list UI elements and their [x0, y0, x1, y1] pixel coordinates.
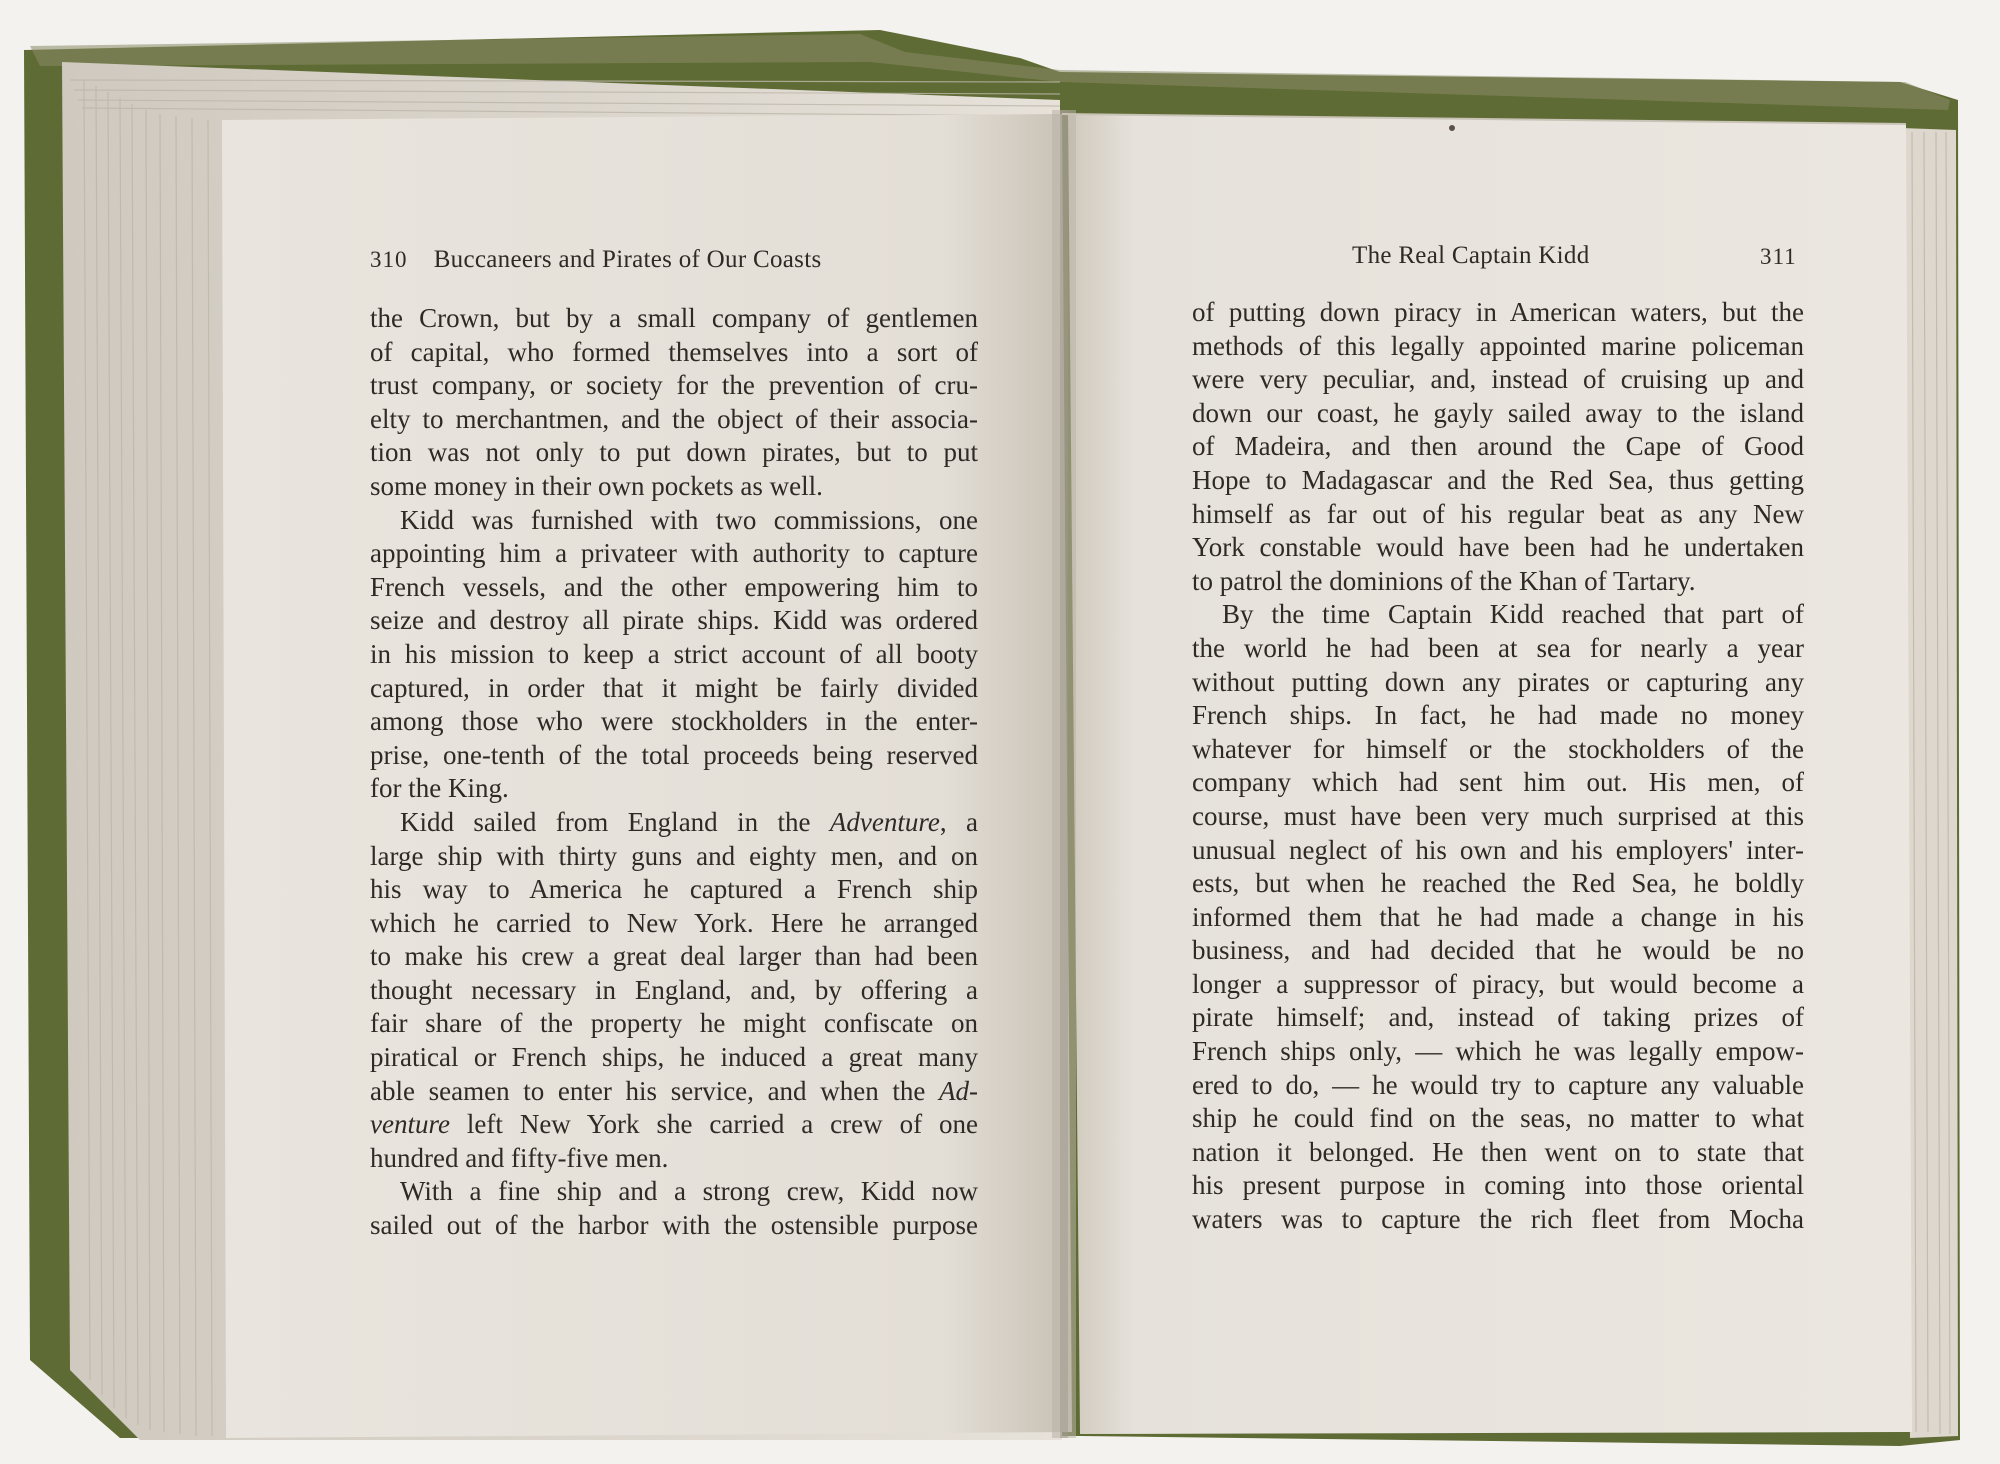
left-page-number: 310	[370, 247, 408, 272]
text-line: ered to do, — he would try to capture any valuable	[1192, 1069, 1804, 1100]
text-line: his present purpose in coming into those oriental	[1192, 1170, 1804, 1201]
text-line: without putting down any pirates or capturing any	[1192, 666, 1804, 697]
text-line: among those who were stockholders in the enter-	[370, 706, 978, 737]
text-line: With a fine ship and a strong crew, Kidd now	[400, 1176, 978, 1207]
text-line: hundred and fifty-five men.	[370, 1142, 669, 1173]
right-page-title: The Real Captain Kidd	[1352, 242, 1590, 269]
text-line: business, and had decided that he would be no	[1192, 935, 1804, 966]
text-line: the world he had been at sea for nearly a year	[1192, 632, 1804, 663]
text-line-with-italic	[370, 806, 978, 840]
text-line: Hope to Madagascar and the Red Sea, thus getting	[1192, 464, 1804, 495]
text-segment: Kidd sailed from England in the	[400, 806, 811, 837]
text-line: some money in their own pockets as well.	[370, 470, 823, 501]
ship-name-italic: Ad-	[939, 1075, 979, 1106]
text-line: French ships. In fact, he had made no money	[1192, 700, 1804, 731]
text-line: unusual neglect of his own and his employers' inter-	[1192, 834, 1804, 865]
text-line: captured, in order that it might be fairly divided	[370, 672, 978, 703]
text-line: large ship with thirty guns and eighty men, and on	[370, 840, 978, 871]
left-page-body	[370, 302, 978, 1243]
text-line: himself as far out of his regular beat as any New	[1192, 498, 1804, 529]
text-line: of capital, who formed themselves into a sort of	[370, 336, 978, 367]
ship-name-italic: venture	[370, 1109, 450, 1140]
text-segment: , a	[939, 806, 979, 837]
text-line: in his mission to keep a strict account of all booty	[370, 638, 978, 669]
text-line: Kidd was furnished with two commissions, one	[400, 504, 978, 535]
text-line: methods of this legally appointed marine policeman	[1192, 330, 1804, 361]
text-line-with-italic	[370, 1108, 978, 1142]
text-line: of putting down piracy in American waters, but the	[1192, 297, 1804, 327]
right-page-number: 311	[1760, 244, 1797, 269]
text-line: company which had sent him out. His men, of	[1192, 767, 1804, 798]
text-line: longer a suppressor of piracy, but would become a	[1192, 968, 1804, 999]
text-line: seize and destroy all pirate ships. Kidd was ordered	[370, 605, 978, 636]
text-line: to patrol the dominions of the Khan of Tartary.	[1192, 565, 1696, 596]
text-line: the Crown, but by a small company of gentlemen	[370, 303, 978, 333]
right-page-body	[1192, 296, 1804, 1237]
text-line: elty to merchantmen, and the object of their associa-	[370, 403, 978, 434]
text-line: informed them that he had made a change in his	[1192, 901, 1804, 932]
text-line: were very peculiar, and, instead of cruising up and	[1192, 364, 1804, 395]
text-line: waters was to capture the rich fleet from Mocha	[1192, 1204, 1804, 1235]
left-page-title: Buccaneers and Pirates of Our Coasts	[433, 246, 822, 273]
right-running-head	[1352, 242, 1802, 270]
text-line: down our coast, he gayly sailed away to the island	[1192, 397, 1804, 428]
text-line: thought necessary in England, and, by offering a	[370, 974, 978, 1005]
text-line: York constable would have been had he undertaken	[1192, 532, 1804, 563]
text-segment: able seamen to enter his service, and when the	[370, 1075, 926, 1106]
text-line: his way to America he captured a French ship	[370, 874, 978, 905]
text-line: sailed out of the harbor with the ostensible purpose	[370, 1210, 978, 1241]
text-segment: left New York she carried a crew of one	[466, 1109, 978, 1140]
left-running-head	[370, 246, 920, 274]
ship-name-italic: Adventure	[829, 806, 940, 837]
text-line: appointing him a privateer with authority to capture	[370, 538, 978, 569]
text-line: ship he could find on the seas, no matter to what	[1192, 1103, 1804, 1134]
text-line: ests, but when he reached the Red Sea, he boldly	[1192, 868, 1804, 899]
text-line: By the time Captain Kidd reached that part of	[1222, 599, 1804, 630]
text-line: of Madeira, and then around the Cape of Good	[1192, 431, 1804, 462]
text-line-with-italic	[370, 1075, 978, 1109]
text-line: French vessels, and the other empowering him to	[370, 571, 978, 602]
text-line: which he carried to New York. Here he arranged	[370, 907, 978, 938]
text-line: fair share of the property he might confiscate on	[370, 1008, 978, 1039]
text-line: trust company, or society for the prevention of cru-	[370, 370, 978, 401]
text-line: tion was not only to put down pirates, but to put	[370, 437, 978, 468]
text-line: nation it belonged. He then went on to state that	[1192, 1136, 1804, 1167]
text-line: course, must have been very much surprised at this	[1192, 800, 1804, 831]
text-line: pirate himself; and, instead of taking prizes of	[1192, 1002, 1804, 1033]
text-line: French ships only, — which he was legally empow-	[1192, 1036, 1804, 1067]
text-line: for the King.	[370, 773, 509, 804]
text-line: piratical or French ships, he induced a great many	[370, 1042, 978, 1073]
text-line: prise, one-tenth of the total proceeds being reserved	[370, 739, 978, 770]
text-line: to make his crew a great deal larger than had been	[370, 941, 978, 972]
text-line: whatever for himself or the stockholders of the	[1192, 733, 1804, 764]
